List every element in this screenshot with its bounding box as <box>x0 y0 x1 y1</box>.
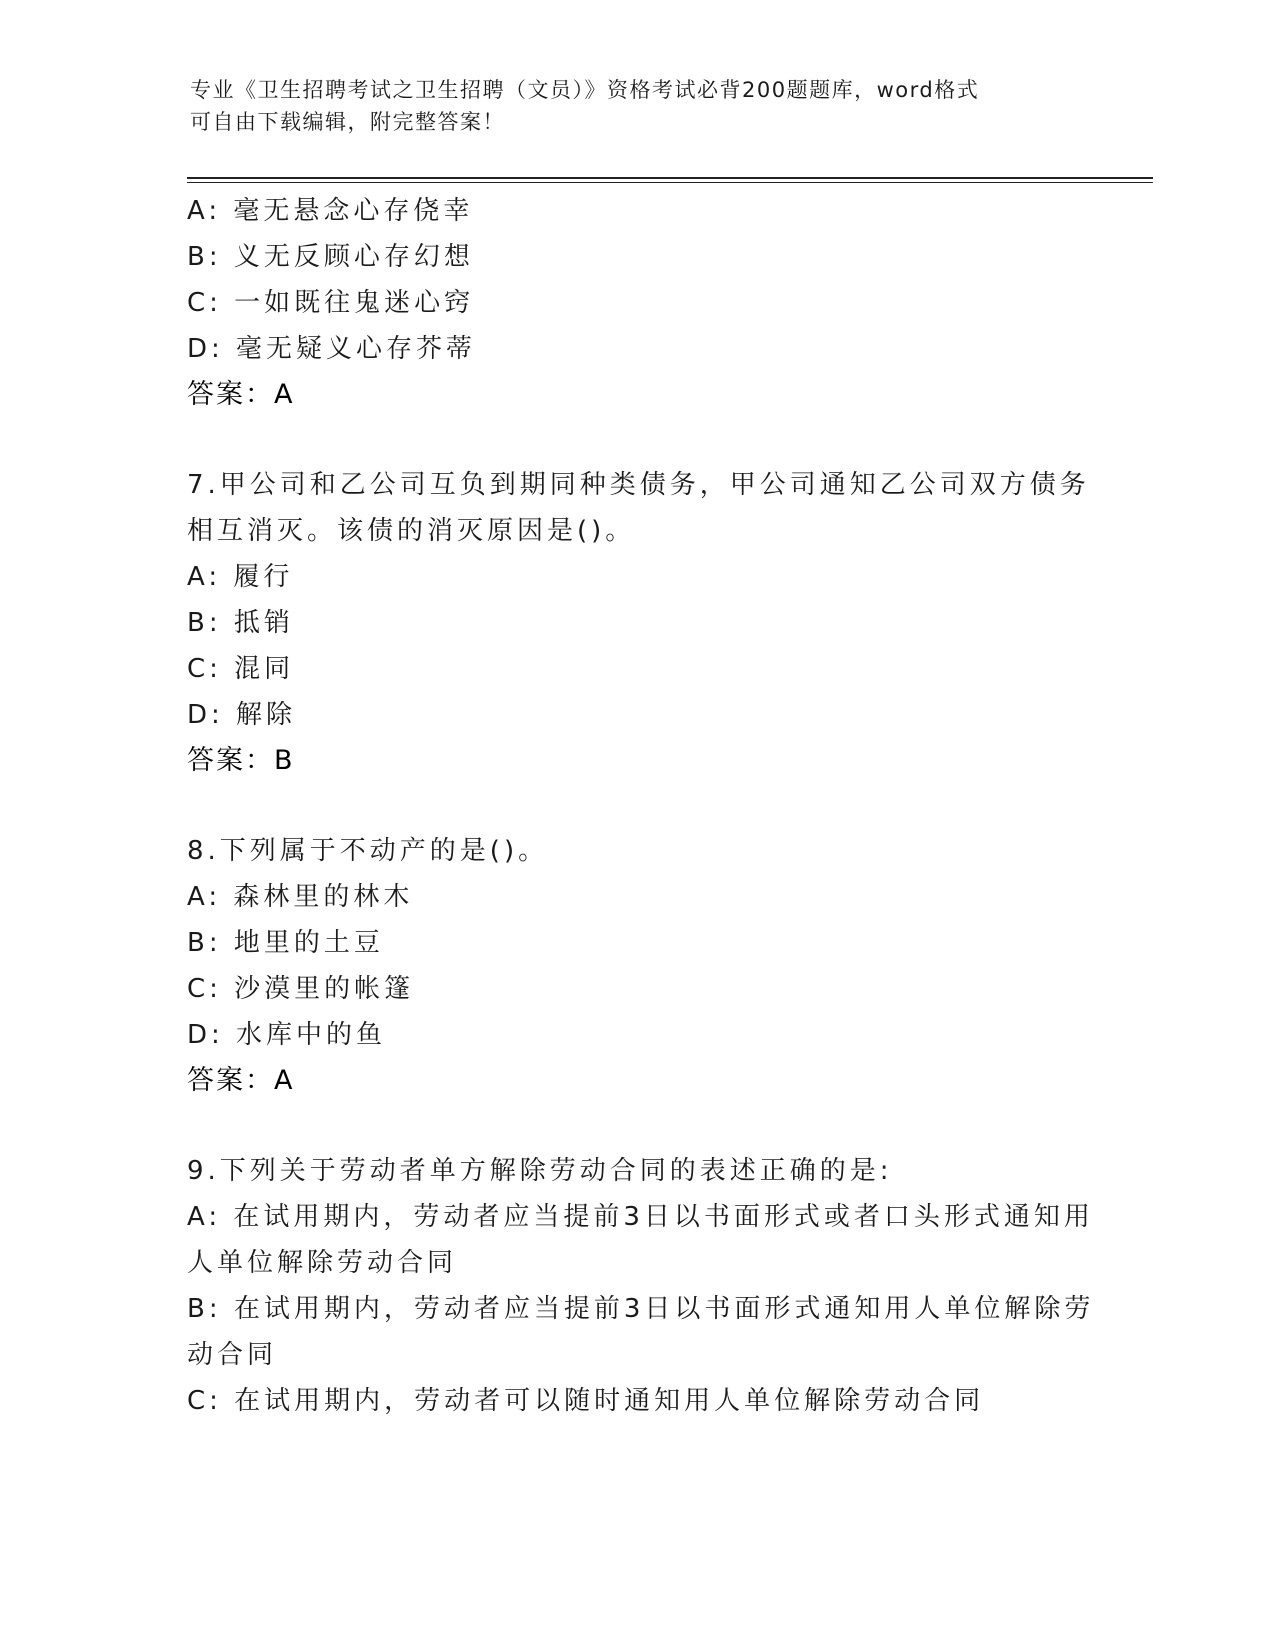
option-d: D: 解除 <box>187 700 297 730</box>
option-a: A: 毫无悬念心存侥幸 <box>187 196 474 226</box>
answer-label: 答案：A <box>187 1065 295 1096</box>
option-c: C: 一如既往鬼迷心窍 <box>187 288 475 318</box>
option-d: D: 毫无疑义心存芥蒂 <box>187 334 477 364</box>
option-b: B: 义无反顾心存幻想 <box>187 242 474 272</box>
spacer <box>187 418 1087 462</box>
option-d: D: 水库中的鱼 <box>187 1020 387 1050</box>
option-a: A: 在试用期内，劳动者应当提前3日以书面形式或者口头形式通知用 <box>187 1202 1094 1232</box>
answer-label: 答案：A <box>187 379 295 410</box>
option-c: C: 混同 <box>187 654 295 684</box>
answer-label: 答案：B <box>187 745 295 776</box>
question-9 <box>187 1148 1095 1424</box>
question-6 <box>187 188 1087 418</box>
option-b: B: 地里的土豆 <box>187 928 384 958</box>
question-stem: 9.下列关于劳动者单方解除劳动合同的表述正确的是: <box>187 1156 893 1186</box>
question-stem: 8.下列属于不动产的是()。 <box>187 836 549 866</box>
spacer <box>187 784 1087 828</box>
spacer <box>187 1104 1087 1148</box>
question-8 <box>187 828 1087 1104</box>
question-stem: 7.甲公司和乙公司互负到期同种类债务，甲公司通知乙公司双方债务 <box>187 470 1090 500</box>
question-stem-continued: 相互消灭。该债的消灭原因是()。 <box>187 516 636 546</box>
option-b: B: 抵销 <box>187 608 294 638</box>
option-b: B: 在试用期内，劳动者应当提前3日以书面形式通知用人单位解除劳 <box>187 1294 1095 1324</box>
question-7 <box>187 462 1090 784</box>
header-divider-thin <box>187 182 1153 183</box>
question-content <box>187 188 1095 1424</box>
document-header <box>190 74 1090 138</box>
option-c: C: 沙漠里的帐篷 <box>187 974 415 1004</box>
option-b-continued: 动合同 <box>187 1340 278 1370</box>
header-divider-thick <box>187 177 1153 179</box>
header-line-2: 可自由下载编辑，附完整答案！ <box>190 110 505 134</box>
option-a-continued: 人单位解除劳动合同 <box>187 1248 458 1278</box>
header-line-1: 专业《卫生招聘考试之卫生招聘（文员）》资格考试必背200题题库，word格式 <box>190 78 980 102</box>
option-a: A: 森林里的林木 <box>187 882 414 912</box>
option-a: A: 履行 <box>187 562 294 592</box>
option-c: C: 在试用期内，劳动者可以随时通知用人单位解除劳动合同 <box>187 1386 985 1416</box>
